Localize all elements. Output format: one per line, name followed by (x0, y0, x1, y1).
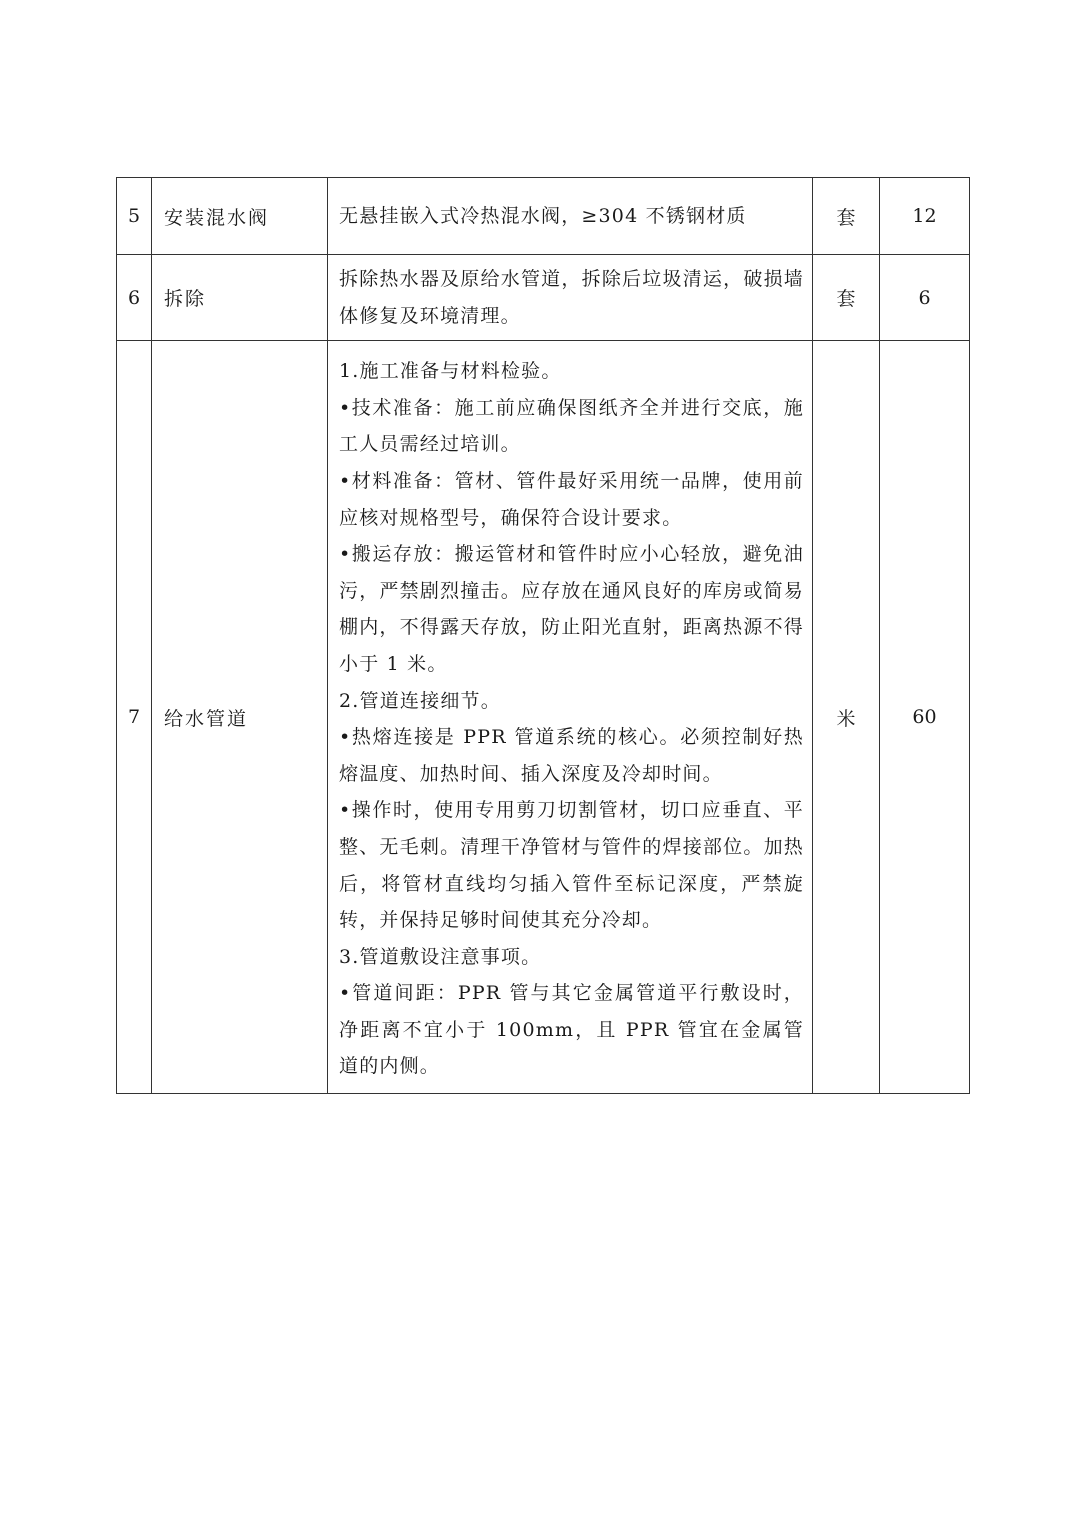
description-paragraph: •热熔连接是 PPR 管道系统的核心。必须控制好热熔温度、加热时间、插入深度及冷却时间。 (339, 726, 804, 785)
row-number: 6 (117, 255, 152, 341)
description-paragraph: 2.管道连接细节。 (339, 689, 501, 712)
item-name: 拆除 (152, 255, 328, 341)
item-unit: 套 (813, 255, 880, 341)
item-unit: 米 (813, 341, 880, 1094)
item-quantity: 6 (880, 255, 970, 341)
item-unit: 套 (813, 178, 880, 255)
description-paragraph: 3.管道敷设注意事项。 (339, 945, 542, 968)
table-row (117, 341, 970, 1094)
description-paragraph: •材料准备：管材、管件最好采用统一品牌，使用前应核对规格型号，确保符合设计要求。 (339, 469, 804, 529)
description-paragraph: 1.施工准备与材料检验。 (339, 360, 562, 383)
description-paragraph: •管道间距：PPR 管与其它金属管道平行敷设时，净距离不宜小于 100mm，且 PPR 管宜在金属管道的内侧。 (339, 982, 804, 1078)
description-paragraph: 拆除热水器及原给水管道，拆除后垃圾清运，破损墙体修复及环境清理。 (339, 268, 804, 327)
item-description (328, 178, 813, 255)
row-number: 7 (117, 341, 152, 1094)
item-name: 给水管道 (152, 341, 328, 1094)
description-paragraph: 无悬挂嵌入式冷热混水阀，≥304 不锈钢材质 (339, 204, 747, 227)
item-description (328, 341, 813, 1094)
row-number: 5 (117, 178, 152, 255)
item-name: 安装混水阀 (152, 178, 328, 255)
specification-table (116, 177, 970, 1094)
item-description (328, 255, 813, 341)
description-paragraph: •技术准备：施工前应确保图纸齐全并进行交底，施工人员需经过培训。 (339, 396, 804, 456)
table-row (117, 178, 970, 255)
item-quantity: 60 (880, 341, 970, 1094)
item-quantity: 12 (880, 178, 970, 255)
description-paragraph: •搬运存放：搬运管材和管件时应小心轻放，避免油污，严禁剧烈撞击。应存放在通风良好的库房或简易棚内，不得露天存放，防止阳光直射，距离热源不得小于 1 米。 (339, 543, 804, 675)
table-row (117, 255, 970, 341)
description-paragraph: •操作时，使用专用剪刀切割管材，切口应垂直、平整、无毛刺。清理干净管材与管件的焊接部位。加热后，将管材直线均匀插入管件至标记深度，严禁旋转，并保持足够时间使其充分冷却。 (339, 799, 804, 932)
